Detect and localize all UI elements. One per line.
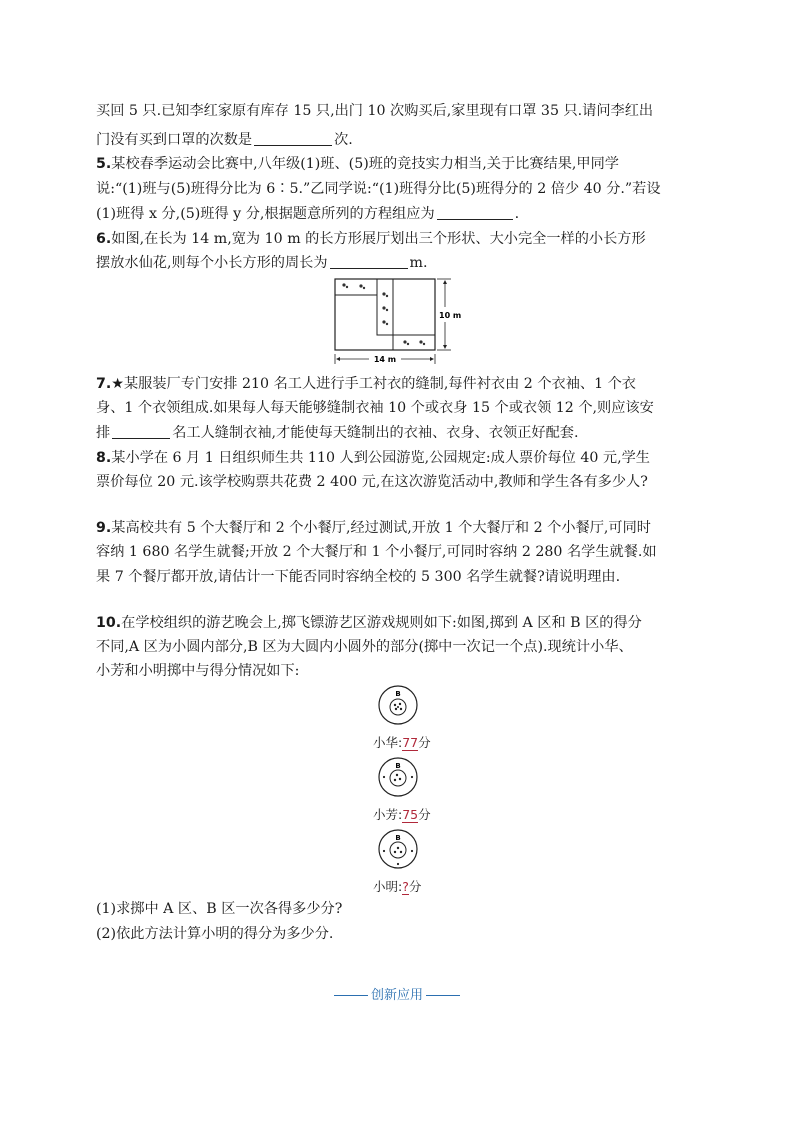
problem-7-text: 排 xyxy=(96,425,111,441)
narcissus-icons xyxy=(342,283,425,345)
player-name: 小华: xyxy=(373,735,403,750)
problem-number: 5. xyxy=(96,156,112,172)
problem-5-line-1 xyxy=(96,154,619,174)
problem-9-line-2: 容纳 1 680 名学生就餐;开放 2 个大餐厅和 1 个小餐厅,可同时容纳 2 280 名学生就餐.如 xyxy=(96,544,657,560)
question-2: (2)依此方法计算小明的得分为多少分. xyxy=(96,926,334,942)
exhibition-hall-figure xyxy=(325,274,467,370)
answer-blank[interactable] xyxy=(330,254,408,269)
problem-7-line-2: 身、1 个衣领组成.如果每人每天能够缝制衣袖 10 个或衣身 15 个或衣领 12 个,则应该安 xyxy=(96,400,654,416)
problem-5-text: 某校春季运动会比赛中,八年级(1)班、(5)班的竞技实力相当,关于比赛结果,甲同学 xyxy=(111,156,619,172)
problem-6-text: 如图,在长为 14 m,宽为 10 m 的长方形展厅划出三个形状、大小完全一样的小长方形 xyxy=(111,231,646,247)
problem-number: 9. xyxy=(96,520,112,536)
dartboard-xiaohua xyxy=(377,684,419,726)
problem-5-text: (1)班得 x 分,(5)班得 y 分,根据题意所列的方程组应为 xyxy=(96,206,435,222)
player-score: 75 xyxy=(402,807,419,822)
problem-4-line-2 xyxy=(96,130,353,150)
problem-4-suffix: 次. xyxy=(334,132,353,148)
problem-4-text: 门没有买到口罩的次数是 xyxy=(96,132,253,148)
problem-9-text: 某高校共有 5 个大餐厅和 2 个小餐厅,经过测试,开放 1 个大餐厅和 2 个小餐厅,可同时 xyxy=(111,520,651,536)
score-unit: 分 xyxy=(408,879,422,894)
ring-label: B xyxy=(395,690,401,698)
problem-6-text: 摆放水仙花,则每个小长方形的周长为 xyxy=(96,255,328,271)
dartboard-xiaoming xyxy=(377,828,419,870)
section-heading xyxy=(0,984,794,1003)
problem-9-line-3: 果 7 个餐厅都开放,请估计一下能否同时容纳全校的 5 300 名学生就餐?请说明理由. xyxy=(96,569,621,585)
player-name: 小芳: xyxy=(373,807,403,822)
problem-6-line-2 xyxy=(96,253,427,273)
problem-8-text: 某小学在 6 月 1 日组织师生共 110 人到公园游览,公园规定:成人票价每位 40 元,学生 xyxy=(111,450,650,466)
question-1: (1)求掷中 A 区、B 区一次各得多少分? xyxy=(96,901,343,917)
inner-circle xyxy=(390,770,406,786)
caption-xiaofang xyxy=(373,805,431,823)
hit-points xyxy=(383,847,413,865)
problem-9-line-1 xyxy=(96,518,651,538)
section-title: 创新应用 xyxy=(370,988,423,1003)
problem-number: 6. xyxy=(96,231,112,247)
problem-4-line-1: 买回 5 只.已知李红家原有库存 15 只,出门 10 次购买后,家里现有口罩 35 只.请问李红出 xyxy=(96,103,654,119)
score-unit: 分 xyxy=(418,735,431,750)
problem-7-line-3 xyxy=(96,423,578,443)
player-name: 小明: xyxy=(373,879,403,894)
ring-label: B xyxy=(395,834,401,842)
problem-10-line-3: 小芳和小明掷中与得分情况如下: xyxy=(96,663,300,679)
hit-points xyxy=(383,774,413,781)
problem-7-text: 某服装厂专门安排 210 名工人进行手工衬衣的缝制,每件衬衣由 2 个衣袖、1 个衣 xyxy=(123,376,636,392)
problem-5-line-2: 说:“(1)班与(5)班得分比为 6∶5.”乙同学说:“(1)班得分比(5)班得分的 2 倍少 40 分.”若设 xyxy=(96,181,661,197)
answer-blank[interactable] xyxy=(437,205,513,220)
problem-number: 10. xyxy=(96,615,122,631)
problem-number: 8. xyxy=(96,450,112,466)
answer-blank[interactable] xyxy=(254,131,332,146)
caption-xiaohua xyxy=(373,733,431,751)
problem-8-line-2: 票价每位 20 元.该学校购票共花费 2 400 元,在这次游览活动中,教师和学生各有多少人? xyxy=(96,474,648,490)
problem-10-text: 在学校组织的游艺晚会上,掷飞镖游艺区游戏规则如下:如图,掷到 A 区和 B 区的得分 xyxy=(121,615,642,631)
problem-5-suffix: . xyxy=(514,206,520,222)
divider xyxy=(334,995,368,996)
divider xyxy=(426,995,460,996)
problem-7-text: 名工人缝制衣袖,才能使每天缝制出的衣袖、衣身、衣领正好配套. xyxy=(172,425,579,441)
inner-circle xyxy=(390,842,406,858)
problem-number: 7.★ xyxy=(96,376,124,392)
score-unit: 分 xyxy=(418,807,431,822)
height-label: 10 m xyxy=(439,311,462,320)
player-score: ? xyxy=(402,879,409,894)
width-label: 14 m xyxy=(373,355,397,364)
hit-points xyxy=(394,703,402,710)
problem-6-suffix: m. xyxy=(409,255,428,271)
problem-8-line-1 xyxy=(96,448,650,468)
problem-6-line-1 xyxy=(96,229,646,249)
hall-outline xyxy=(335,279,435,350)
dartboard-xiaofang xyxy=(377,756,419,798)
caption-xiaoming xyxy=(373,877,421,895)
player-score: 77 xyxy=(402,735,419,750)
flower-rect-top xyxy=(335,279,377,295)
problem-10-line-1 xyxy=(96,613,642,633)
flower-rect-bottom xyxy=(393,335,435,350)
problem-10-line-2: 不同,A 区为小圆内部分,B 区为大圆内小圆外的部分(掷中一次记一个点).现统计小华、 xyxy=(96,639,633,655)
answer-blank[interactable] xyxy=(112,424,170,439)
problem-5-line-3 xyxy=(96,204,519,224)
problem-7-line-1 xyxy=(96,374,636,394)
ring-label: B xyxy=(395,762,401,770)
